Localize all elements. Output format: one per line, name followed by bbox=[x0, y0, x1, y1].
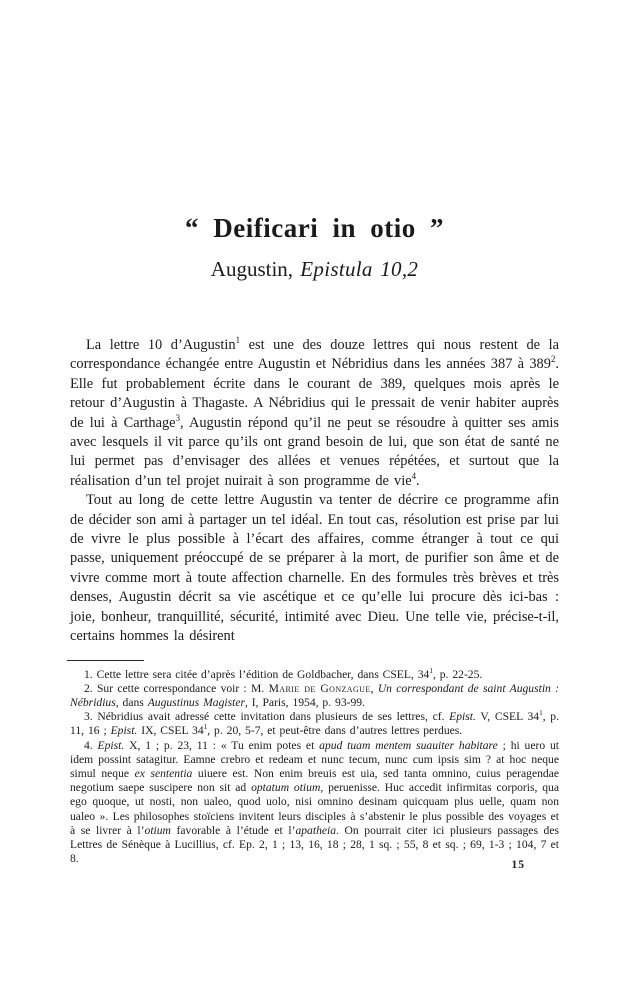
footnote-1: 1. Cette lettre sera citée d’après l’édition de Goldbacher, dans CSEL, $34^1$, p. 22-25. bbox=[84, 666, 483, 681]
article-subtitle: Augustin, Epistula 10,2 bbox=[210, 257, 419, 281]
article-title: “ Deificari in otio ” bbox=[185, 213, 444, 243]
body-paragraph-2: Tout au long de cette lettre Augustin va tenter de décrire ce programme afin de décider son ami à partager un tel idéal. En tout cas, résolution est prise par lui de vivre le plus possible à l’écart des affaires, comme étranger à tout ce qui passe, uniquement préoccupé de se préparer à la mort, de purifier son âme et de vivre comme mort à toute affection charnelle. En des formules très brèves et très denses, Augustin décrit sa vie ascétique et ce qu’elle lui procure dès ici-bas : joie, bonheur, tranquillité, sécurité, intimité avec Dieu. Une telle vie, précise-t-il, certains hommes la désirent bbox=[70, 492, 559, 645]
article-body bbox=[70, 336, 559, 647]
footnote-3: 3. Nébridius avait adressé cette invitation dans plusieurs de ses lettres, cf. Epist. V, CSEL $34^1$, p. 11, 16 ; Epist. IX, CSEL $34^1$, p. 20, 5-7, et peut-être dans d’autres lettres perdues. bbox=[70, 709, 559, 738]
body-paragraph-1: La lettre 10 d’Augustin$^1$ est une des douze lettres qui nous restent de la correspondance échangée entre Augustin et Nébridius dans les années 387 à $389^2$. Elle fut probablement écrite dans le courant de 389, quelques mois après le retour d’Augustin à Thagaste. A Nébridius qui le pressait de venir habiter auprès de lui à Carthage$^3$, Augustin répond qu’il ne peut se résoudre à quitter ses amis avec lesquels il vit parce qu’ils ont grand besoin de lui, que son état de santé ne lui permet pas d’envisager des allées et venues répétées, et surtout que la réalisation d’un tel projet nuirait à son programme de vie$^4$. bbox=[70, 335, 559, 489]
footnote-4: 4. Epist. X, 1 ; p. 23, 11 : « Tu enim potes et apud tuam mentem suauiter habitare ; hi uero ut idem possint satagitur. Eamne crebro et redeam et nunc tecum, nunc cum ipsis sim ? at hoc neque simul neque ex sententia uiuere est. Non enim breuis est uia, sed tanta omnino, cuius peragendae negotium saepe suscipere non sit ad optatum otium, peruenisse. Huc accedit infirmitas corporis, qua ego quoque, ut nosti, non ualeo, quod uolo, nisi omnino desinam quicquam plus uelle, quam non ualeo ». Les philosophes stoïciens invitent leurs disciples à s’abstenir le plus possible des voyages et à se livrer à l’otium favorable à l’étude et l’apatheia. On pourrait citer ici plusieurs passages des Lettres de Sénèque à Lucillius, cf. Ep. 2, 1 ; 13, 16, 18 ; 28, 1 sq. ; 55, 8 et sq. ; 69, 1-3 ; 104, 7 et 8. bbox=[70, 738, 560, 866]
footnote-2: 2. Sur cette correspondance voir : M. Marie de Gonzague, Un correspondant de saint Augustin : Nébridius, dans Augustinus Magister, I, Paris, 1954, p. 93-99. bbox=[70, 681, 559, 709]
footnotes-block bbox=[70, 668, 559, 867]
footnote-separator-rule bbox=[67, 660, 144, 661]
text-column bbox=[70, 0, 559, 866]
page-number: 15 bbox=[511, 859, 525, 871]
